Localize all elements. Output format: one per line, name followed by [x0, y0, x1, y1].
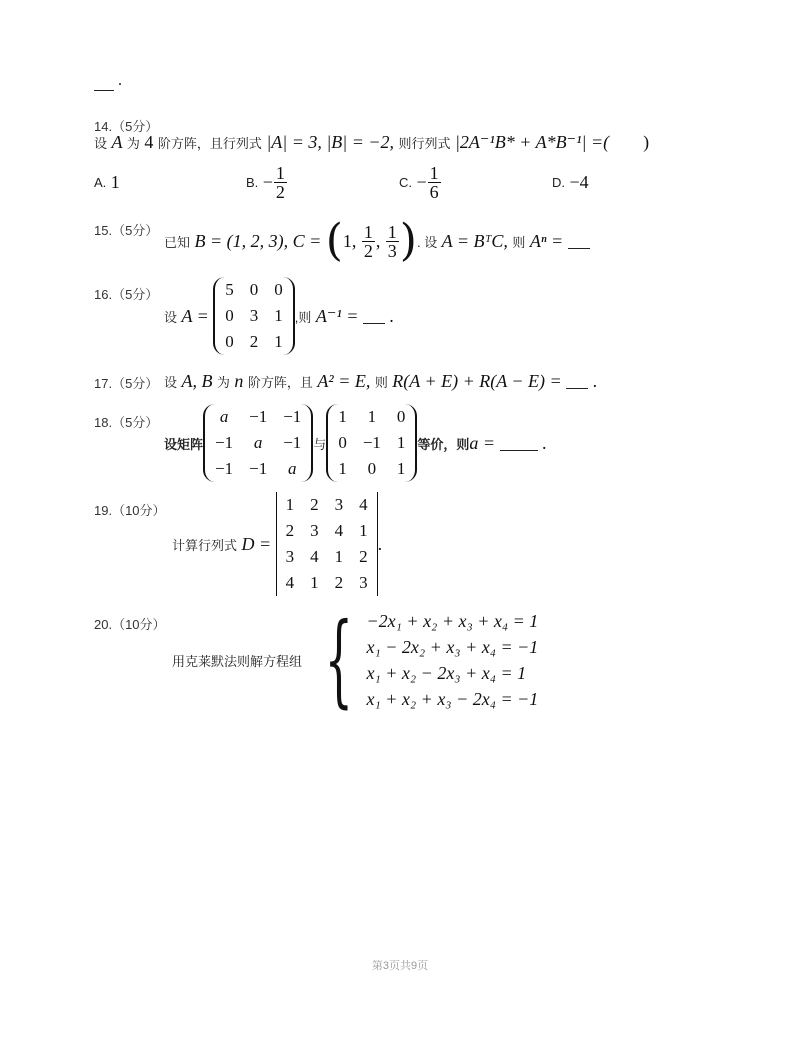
q14-score: （5分）	[112, 119, 159, 134]
q19-det-cell: 3	[285, 547, 295, 566]
q20-equation: x₁ + x₂ + x₃ − 2x₄ = −1	[366, 689, 539, 709]
q14-matrix-a: A	[111, 131, 123, 152]
q18-matrix2-cell: 0	[367, 459, 377, 478]
q14-text-4: 则行列式	[398, 135, 451, 151]
option-b-sign: −	[262, 171, 273, 192]
q16-score: （5分）	[112, 287, 159, 302]
top-dot: .	[118, 72, 122, 89]
q18-matrix1-cell: a	[253, 433, 263, 452]
q18-text-2: 与	[313, 436, 327, 452]
q16-dot: .	[389, 305, 394, 326]
option-b-numerator: 1	[275, 162, 285, 183]
q18-matrix1-cell: −1	[249, 407, 268, 426]
q15-a-def: A = BᵀC,	[441, 230, 508, 251]
q16-matrix-cell: 0	[274, 280, 283, 299]
q16-matrix-cell: 1	[274, 332, 283, 351]
option-b-fraction	[274, 164, 287, 201]
q16-a-eq: A =	[181, 305, 209, 326]
q19-text-1: 计算行列式	[172, 537, 238, 553]
q19-det-cell: 4	[310, 547, 319, 566]
q18-matrix-2	[326, 404, 417, 482]
q18-matrix1-cell: −1	[249, 459, 268, 478]
q18-text-3: 等价，则	[417, 436, 470, 452]
q15-fraction-third	[386, 223, 399, 260]
q18-matrix2-row	[330, 430, 413, 456]
q16-number	[94, 284, 158, 303]
q15-frac1-den: 2	[363, 240, 373, 261]
q16-matrix-cell: 0	[249, 280, 259, 299]
q17-text-4: 则	[374, 374, 388, 390]
q15-stem	[164, 216, 590, 266]
q16-matrix-left	[213, 277, 225, 355]
q16-matrix-cell: 3	[249, 306, 259, 325]
q19-det-cell: 3	[310, 521, 319, 540]
q14-option-a[interactable]	[94, 170, 120, 194]
q14-close-paren: )	[643, 131, 650, 152]
q15-left-paren: (	[325, 215, 343, 266]
q19-det-cell: 3	[359, 573, 368, 592]
q15-b-c-def: B = (1, 2, 3), C =	[194, 230, 322, 251]
q17-number	[94, 373, 158, 392]
q18-matrix2-cell: 0	[338, 433, 347, 452]
q18-number	[94, 412, 158, 431]
q16-matrix-cell: 5	[225, 280, 234, 299]
q18-matrix2-cell: 0	[396, 407, 406, 426]
q19-det-cell: 4	[285, 573, 295, 592]
q18-num: 18.	[94, 415, 113, 430]
option-d-value: −4	[569, 171, 589, 192]
q18-matrix1-cell: a	[219, 407, 229, 426]
q18-matrix1-left	[203, 404, 215, 482]
q16-matrix-row	[217, 303, 291, 329]
q18-dot: .	[541, 432, 547, 453]
q19-det-cell: 1	[334, 547, 344, 566]
q15-text-2: . 设	[416, 234, 438, 250]
q15-answer-blank[interactable]	[568, 234, 590, 249]
q18-matrix2-row	[330, 404, 413, 430]
q14-option-c[interactable]	[399, 160, 442, 204]
q20-stem	[172, 601, 539, 718]
option-c-fraction	[428, 164, 441, 201]
q18-matrix1-cell: −1	[283, 407, 302, 426]
q17-ab: A, B	[181, 370, 213, 391]
q17-stem	[164, 368, 597, 394]
q16-matrix	[213, 277, 295, 355]
q16-matrix-cell: 0	[225, 306, 234, 325]
q18-matrix1-row	[207, 430, 309, 456]
q18-matrix2-table	[330, 404, 413, 482]
q14-num: 14.	[94, 119, 113, 134]
option-c-denominator: 6	[429, 181, 439, 202]
q19-number	[94, 500, 166, 519]
q16-matrix-row	[217, 329, 291, 355]
option-b-label: B.	[246, 174, 259, 190]
option-a-value: 1	[110, 171, 120, 192]
q18-a-eq: a =	[469, 432, 496, 453]
option-c-label: C.	[399, 174, 412, 190]
q18-matrix1-table	[207, 404, 309, 482]
q19-d-eq: D =	[241, 533, 272, 554]
option-b-denominator: 2	[275, 181, 285, 202]
q20-equation: x₁ − 2x₂ + x₃ + x₄ = −1	[366, 637, 539, 657]
q16-matrix-cell: 1	[274, 306, 283, 325]
q19-score: （10分）	[112, 503, 166, 518]
option-c-numerator: 1	[429, 162, 439, 183]
q14-text-3: 阶方阵，且行列式	[157, 135, 262, 151]
q20-number	[94, 614, 166, 633]
q19-det-cell: 1	[359, 521, 368, 540]
q19-det-cell: 2	[359, 547, 368, 566]
q15-one: 1,	[342, 230, 357, 251]
q16-text-2: ,则	[294, 309, 312, 325]
q19-determinant	[276, 492, 378, 596]
q19-det-cell: 1	[285, 495, 295, 514]
q17-dot: .	[592, 370, 598, 391]
q14-text-1: 设	[94, 135, 108, 151]
q14-det-expression: |2A⁻¹B* + A*B⁻¹| =(	[454, 131, 610, 152]
q19-det-row	[278, 570, 376, 596]
q15-fraction-half	[362, 223, 375, 260]
q18-text-1: 设矩阵	[164, 436, 204, 452]
q20-equation: x₁ + x₂ − 2x₃ + x₄ = 1	[366, 663, 527, 683]
q19-det-left-bar	[276, 492, 277, 596]
q17-text-1: 设	[164, 374, 178, 390]
q16-matrix-cell: 2	[249, 332, 259, 351]
option-a-label: A.	[94, 174, 107, 190]
q15-right-paren: )	[399, 215, 417, 266]
q19-det-row	[278, 492, 376, 518]
q18-matrix1-cell: a	[288, 459, 297, 478]
q17-text-2: 为	[216, 374, 230, 390]
q20-text-1: 用克莱默法则解方程组	[172, 653, 303, 669]
q16-num: 16.	[94, 287, 113, 302]
q15-frac1-num: 1	[363, 221, 373, 242]
q18-matrix1-right	[301, 404, 313, 482]
q14-option-b[interactable]	[246, 160, 288, 204]
q19-det-row	[278, 518, 376, 544]
q15-text-3: 则	[512, 234, 526, 250]
q20-equations	[367, 608, 539, 712]
q15-frac2-num: 1	[387, 221, 397, 242]
q15-score: （5分）	[112, 223, 159, 238]
q18-matrix2-cell: 1	[396, 433, 406, 452]
q17-a-squared: A² = E,	[317, 370, 371, 391]
option-c-sign: −	[416, 171, 427, 192]
q15-num: 15.	[94, 223, 113, 238]
q19-det-table	[278, 492, 376, 596]
answer-blank-top	[94, 78, 114, 91]
q20-num: 20.	[94, 617, 113, 632]
q15-number	[94, 220, 158, 239]
q16-stem	[164, 280, 394, 352]
q15-power: Aⁿ =	[529, 230, 564, 251]
q14-det-values: |A| = 3, |B| = −2,	[266, 131, 395, 152]
q16-answer-blank[interactable]	[363, 309, 385, 324]
q19-det-row	[278, 544, 376, 570]
q15-frac2-den: 3	[387, 240, 397, 261]
q16-matrix-right	[283, 277, 295, 355]
q19-det-cell: 2	[334, 573, 344, 592]
q19-det-cell: 4	[359, 495, 368, 514]
q17-score: （5分）	[112, 376, 159, 391]
q18-matrix2-cell: −1	[362, 433, 381, 452]
q16-matrix-row	[217, 277, 291, 303]
page-footer: 第3页共9页	[371, 960, 429, 972]
q19-det-cell: 4	[334, 521, 344, 540]
q14-stem	[94, 130, 649, 154]
q18-matrix-1	[203, 404, 313, 482]
q17-num: 17.	[94, 376, 113, 391]
q18-matrix2-cell: 1	[338, 407, 347, 426]
q18-matrix2-cell: 1	[338, 459, 347, 478]
q14-order: 4	[144, 131, 154, 152]
q16-matrix-cell: 0	[225, 332, 234, 351]
q20-system-brace: {	[324, 601, 354, 718]
q18-matrix2-cell: 1	[396, 459, 406, 478]
q19-det-right-bar	[377, 492, 378, 596]
q16-inverse: A⁻¹ =	[315, 305, 359, 326]
q17-rank-sum: R(A + E) + R(A − E) =	[392, 370, 562, 391]
q17-n: n	[234, 370, 244, 391]
q18-matrix2-left	[326, 404, 338, 482]
q18-answer-blank[interactable]	[500, 436, 538, 451]
q20-equation: −2x₁ + x₂ + x₃ + x₄ = 1	[366, 611, 539, 631]
q19-det-cell: 1	[310, 573, 319, 592]
q19-det-cell: 2	[310, 495, 319, 514]
q19-det-cell: 3	[334, 495, 344, 514]
q18-matrix1-cell: −1	[283, 433, 302, 452]
q18-matrix1-row	[207, 404, 309, 430]
q18-stem	[164, 406, 546, 480]
q18-score: （5分）	[112, 415, 159, 430]
q19-dot: .	[377, 533, 383, 554]
q19-stem	[172, 494, 382, 594]
q19-num: 19.	[94, 503, 113, 518]
q18-matrix1-cell: −1	[215, 459, 234, 478]
q17-answer-blank[interactable]	[566, 374, 588, 389]
q18-matrix1-cell: −1	[215, 433, 234, 452]
q15-text-1: 已知	[164, 234, 191, 250]
q16-text-1: 设	[164, 309, 178, 325]
q17-text-3: 阶方阵，且	[247, 374, 313, 390]
option-d-label: D.	[552, 174, 565, 190]
q18-matrix1-row	[207, 456, 309, 482]
q19-det-cell: 2	[285, 521, 295, 540]
q14-option-d[interactable]	[552, 170, 589, 194]
q15-comma: ,	[375, 230, 381, 251]
q14-text-2: 为	[126, 135, 140, 151]
q20-score: （10分）	[112, 617, 166, 632]
q18-matrix2-row	[330, 456, 413, 482]
q16-matrix-table	[217, 277, 291, 355]
q18-matrix2-cell: 1	[367, 407, 377, 426]
q18-matrix2-right	[405, 404, 417, 482]
